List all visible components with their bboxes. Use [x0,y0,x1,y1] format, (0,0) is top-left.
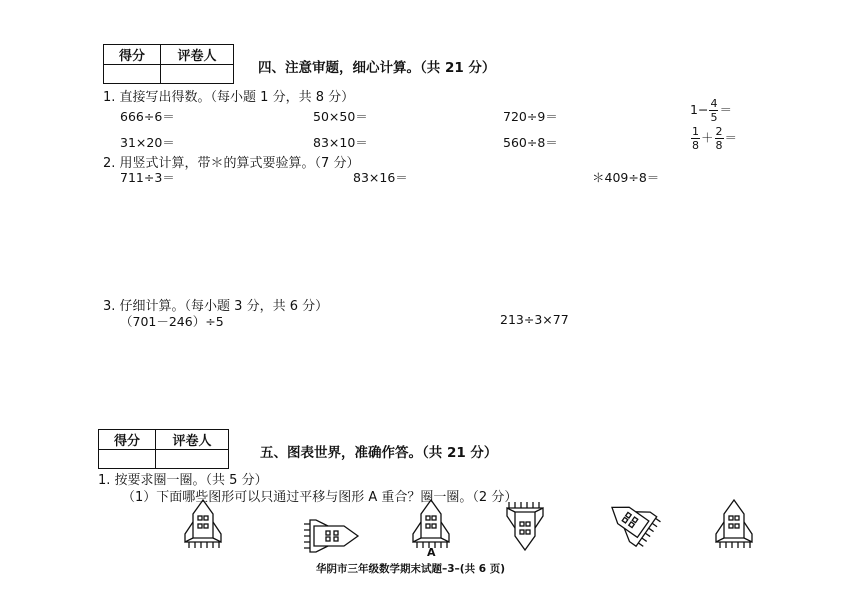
expr-701-minus-246-div-5: （701－246）÷5 [120,314,224,329]
expr-711-div-3: 711÷3＝ [120,170,175,185]
q2-label: 2. 用竖式计算，带＊的算式要验算。（7 分） [103,156,360,171]
score-header-grader: 评卷人 [161,45,234,65]
expr-fraction-sum: $\frac{1}{8}$ ＋ $\frac{2}{8}$ ＝ [692,125,738,152]
section4-title: 四、注意审题，细心计算。（共 21 分） [258,60,496,76]
page-footer: 华阴市三年级数学期末试题–3–(共 6 页) [316,563,506,575]
rocket-icon[interactable] [185,500,221,548]
s5-q1-label: 1. 按要求圈一圈。（共 5 分） [98,473,268,488]
rocket-icon[interactable] [716,500,752,548]
figure-a-label: A [427,546,436,559]
q1-label: 1. 直接写出得数。（每小题 1 分，共 8 分） [103,90,355,105]
rocket-icon[interactable] [413,500,449,548]
expr-one-minus-fraction: 1− $\frac{4}{5}$ ＝ [690,97,732,124]
rocket-icon[interactable] [507,502,543,550]
expr-83-times-16: 83×16＝ [353,170,408,185]
expr-213-div-3-times-77: 213÷3×77 [500,312,569,327]
expr-666-div-6: 666÷6＝ [120,109,175,124]
fraction-4-5: $\frac{4}{5}$ [710,97,718,124]
rocket-icon[interactable] [602,493,662,550]
section5-title: 五、图表世界，准确作答。（共 21 分） [260,445,498,461]
score-header-score: 得分 [99,430,156,450]
rocket-icon[interactable] [304,520,358,552]
score-header-grader: 评卷人 [156,430,229,450]
q3-label: 3. 仔细计算。（每小题 3 分，共 6 分） [103,299,329,314]
expr-50-times-50: 50×50＝ [313,109,368,124]
s5-q1-sub1: （1）下面哪些图形可以只通过平移与图形 A 重合？圈一圈。（2 分） [122,490,518,505]
expr-720-div-9: 720÷9＝ [503,109,558,124]
fraction-1-8: $\frac{1}{8}$ [692,125,699,152]
expr-83-times-10: 83×10＝ [313,135,368,150]
score-header-score: 得分 [104,45,161,65]
fraction-2-8: $\frac{2}{8}$ [715,125,723,152]
expr-409-div-8-verify: ＊409÷8＝ [592,170,660,185]
expr-31-times-20: 31×20＝ [120,135,175,150]
expr-560-div-8: 560÷8＝ [503,135,558,150]
